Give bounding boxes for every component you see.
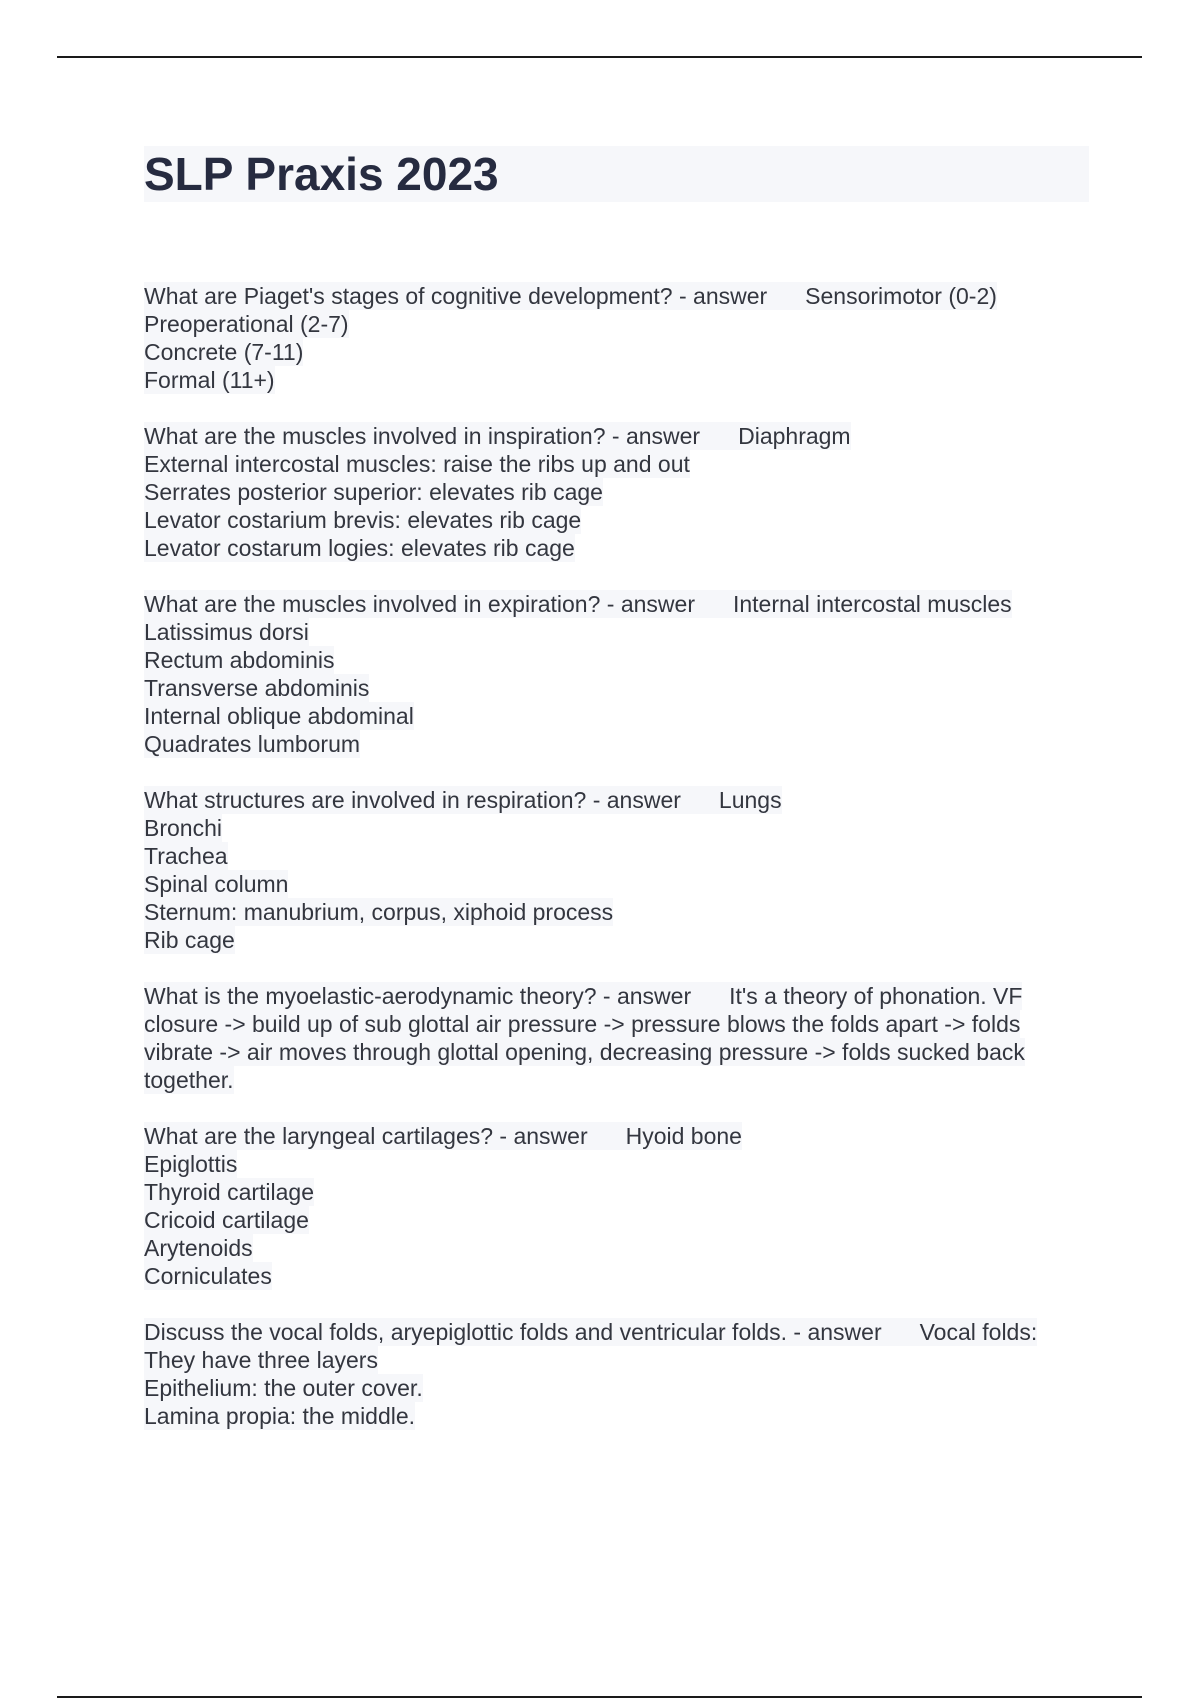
question-text: What are the muscles involved in inspiration? - answer	[144, 423, 701, 449]
answer-line: Corniculates	[144, 1263, 272, 1289]
top-rule	[57, 56, 1142, 58]
qa-item-piaget	[144, 282, 1089, 394]
answer-line: Sternum: manubrium, corpus, xiphoid process	[144, 899, 614, 925]
question-text: What is the myoelastic-aerodynamic theory? - answer	[144, 983, 692, 1009]
answer-first-line: Sensorimotor (0-2)	[805, 283, 997, 309]
answer-first-line: Diaphragm	[738, 423, 851, 449]
question-text: Discuss the vocal folds, aryepiglottic folds and ventricular folds. - answer	[144, 1319, 882, 1345]
question-text: What are Piaget's stages of cognitive development? - answer	[144, 283, 768, 309]
answer-line: Lamina propia: the middle.	[144, 1403, 416, 1429]
answer-line: Arytenoids	[144, 1235, 253, 1261]
answer-line: They have three layers	[144, 1347, 378, 1373]
answer-line: Epithelium: the outer cover.	[144, 1375, 423, 1401]
answer-line: Serrates posterior superior: elevates rib cage	[144, 479, 603, 505]
answer-first-line: Hyoid bone	[625, 1123, 742, 1149]
answer-line: Transverse abdominis	[144, 675, 370, 701]
qa-list	[144, 282, 1089, 1458]
question-text: What are the laryngeal cartilages? - answer	[144, 1123, 588, 1149]
answer-line: Preoperational (2-7)	[144, 311, 349, 337]
qa-item-laryngeal	[144, 1122, 1089, 1290]
answer-line: together.	[144, 1067, 234, 1093]
qa-item-respiration	[144, 786, 1089, 954]
answer-line: Spinal column	[144, 871, 289, 897]
answer-line: Cricoid cartilage	[144, 1207, 309, 1233]
answer-line: Levator costarium brevis: elevates rib cage	[144, 507, 582, 533]
answer-line: Thyroid cartilage	[144, 1179, 315, 1205]
answer-first-line: Lungs	[718, 787, 782, 813]
answer-line: Internal oblique abdominal	[144, 703, 414, 729]
answer-line: Rib cage	[144, 927, 235, 953]
document-title: SLP Praxis 2023	[144, 146, 1089, 202]
answer-line: Rectum abdominis	[144, 647, 335, 673]
qa-item-expiration	[144, 590, 1089, 758]
answer-line: Latissimus dorsi	[144, 619, 309, 645]
answer-first-line: Vocal folds:	[919, 1319, 1038, 1345]
question-text: What are the muscles involved in expiration? - answer	[144, 591, 695, 617]
answer-line: Levator costarum logies: elevates rib cage	[144, 535, 575, 561]
qa-item-inspiration	[144, 422, 1089, 562]
answer-line: vibrate -> air moves through glottal opening, decreasing pressure -> folds sucked back	[144, 1039, 1025, 1065]
answer-line: Epiglottis	[144, 1151, 238, 1177]
answer-line: closure -> build up of sub glottal air pressure -> pressure blows the folds apart -> folds	[144, 1011, 1021, 1037]
answer-line: External intercostal muscles: raise the ribs up and out	[144, 451, 690, 477]
answer-first-line: Internal intercostal muscles	[732, 591, 1012, 617]
answer-first-line: It's a theory of phonation. VF	[729, 983, 1023, 1009]
question-text: What structures are involved in respiration? - answer	[144, 787, 681, 813]
answer-line: Formal (11+)	[144, 367, 275, 393]
answer-line: Bronchi	[144, 815, 222, 841]
qa-item-vocal-folds	[144, 1318, 1089, 1430]
qa-item-myoelastic	[144, 982, 1089, 1094]
answer-line: Concrete (7-11)	[144, 339, 304, 365]
bottom-rule	[57, 1696, 1142, 1698]
answer-line: Quadrates lumborum	[144, 731, 361, 757]
answer-line: Trachea	[144, 843, 228, 869]
